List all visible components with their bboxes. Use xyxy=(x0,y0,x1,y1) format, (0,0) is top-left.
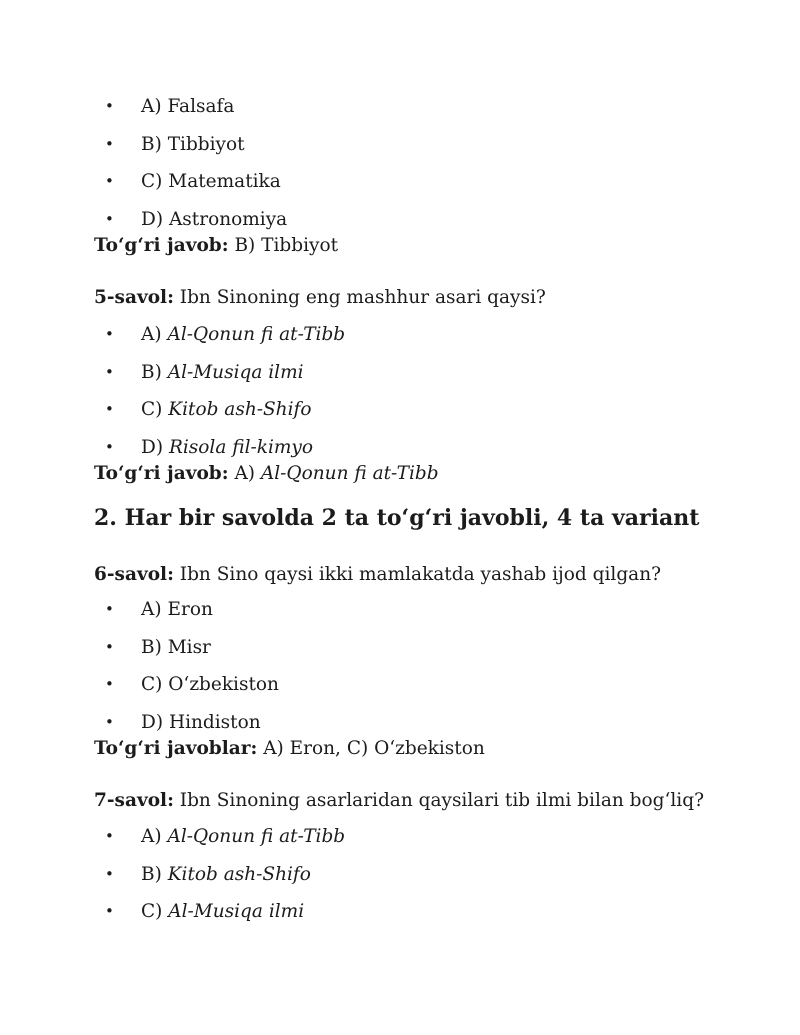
q7-question xyxy=(0,788,800,814)
section-heading: 2. Har bir savolda 2 ta to‘g‘ri javobli, 4 ta variant xyxy=(94,505,700,531)
bullet-icon: • xyxy=(105,210,114,229)
bullet-icon: • xyxy=(105,362,114,381)
option-item xyxy=(0,391,800,429)
option-prefix: A) xyxy=(141,599,168,620)
answer-text: A) Eron, C) O‘zbekiston xyxy=(257,738,485,759)
option-item xyxy=(0,818,800,856)
option-text: Kitob ash-Shifo xyxy=(168,399,312,421)
option-text: Eron xyxy=(167,599,213,620)
bullet-icon: • xyxy=(105,827,114,845)
option-prefix: C) xyxy=(141,171,169,193)
option-prefix: B) xyxy=(141,361,168,383)
option-prefix: A) xyxy=(141,826,168,847)
q5-answer xyxy=(0,461,800,487)
bullet-icon: • xyxy=(105,97,114,115)
question-label: 6-savol: xyxy=(94,564,174,585)
option-prefix: A) xyxy=(141,96,168,117)
option-text: Kitob ash-Shifo xyxy=(167,863,311,885)
bullet-icon: • xyxy=(105,600,114,618)
q5-block xyxy=(0,316,800,467)
option-item xyxy=(0,629,800,667)
bullet-icon: • xyxy=(105,637,114,656)
q6-answer xyxy=(0,736,800,762)
question-label: 7-savol: xyxy=(94,790,174,811)
bullet-icon: • xyxy=(105,325,114,343)
q6-options xyxy=(0,591,800,742)
option-prefix: B) xyxy=(141,133,168,155)
option-prefix: D) xyxy=(141,712,169,734)
option-prefix: C) xyxy=(141,901,169,923)
q4-options xyxy=(0,88,800,239)
option-text: Matematika xyxy=(168,171,281,193)
bullet-icon: • xyxy=(105,902,114,921)
question-label: 5-savol: xyxy=(94,287,174,308)
answer-label: To‘g‘ri javob: xyxy=(94,235,229,256)
bullet-icon: • xyxy=(105,713,114,732)
question-text: Ibn Sino qaysi ikki mamlakatda yashab ijod qilgan? xyxy=(173,564,662,585)
bullet-icon: • xyxy=(105,172,114,191)
option-item xyxy=(0,316,800,354)
bullet-icon: • xyxy=(105,864,114,883)
option-prefix: B) xyxy=(141,863,168,885)
question-text: Ibn Sinoning eng mashhur asari qaysi? xyxy=(173,287,546,308)
option-item xyxy=(0,126,800,164)
q6-block xyxy=(0,591,800,742)
answer-prefix: B) xyxy=(228,235,262,256)
option-text: Misr xyxy=(167,636,211,658)
option-item xyxy=(0,666,800,704)
option-text: Hindiston xyxy=(168,712,261,734)
option-item xyxy=(0,893,800,931)
q5-options xyxy=(0,316,800,467)
answer-label: To‘g‘ri javob: xyxy=(94,463,229,484)
q7-block xyxy=(0,818,800,931)
option-text: Astronomiya xyxy=(168,209,288,231)
q6-question xyxy=(0,562,800,588)
answer-label: To‘g‘ri javoblar: xyxy=(94,738,258,759)
q4-answer xyxy=(0,233,800,259)
option-item xyxy=(0,856,800,894)
option-text: Risola fil-kimyo xyxy=(168,437,314,459)
option-item xyxy=(0,163,800,201)
q5-question xyxy=(0,285,800,311)
q4-block xyxy=(0,88,800,239)
option-text: Al-Musiqa ilmi xyxy=(167,361,304,383)
option-text: Al-Qonun fi at-Tibb xyxy=(167,324,346,345)
option-item xyxy=(0,354,800,392)
bullet-icon: • xyxy=(105,400,114,419)
option-prefix: C) xyxy=(141,399,169,421)
option-text: Falsafa xyxy=(167,96,235,117)
answer-prefix: A) xyxy=(228,463,261,484)
option-prefix: B) xyxy=(141,636,168,658)
q7-options xyxy=(0,818,800,931)
answer-text: Tibbiyot xyxy=(261,235,339,256)
option-item xyxy=(0,591,800,629)
option-prefix: D) xyxy=(141,209,169,231)
bullet-icon: • xyxy=(105,438,114,457)
option-text: Al-Qonun fi at-Tibb xyxy=(167,826,346,847)
answer-text: Al-Qonun fi at-Tibb xyxy=(260,463,439,484)
bullet-icon: • xyxy=(105,134,114,153)
option-prefix: A) xyxy=(141,324,168,345)
option-item xyxy=(0,88,800,126)
bullet-icon: • xyxy=(105,675,114,694)
option-text: Tibbiyot xyxy=(167,133,245,155)
option-prefix: D) xyxy=(141,437,169,459)
question-text: Ibn Sinoning asarlaridan qaysilari tib ilmi bilan bog‘liq? xyxy=(173,790,704,811)
option-text: Al-Musiqa ilmi xyxy=(168,901,305,923)
option-text: O‘zbekiston xyxy=(168,674,279,696)
option-prefix: C) xyxy=(141,674,169,696)
